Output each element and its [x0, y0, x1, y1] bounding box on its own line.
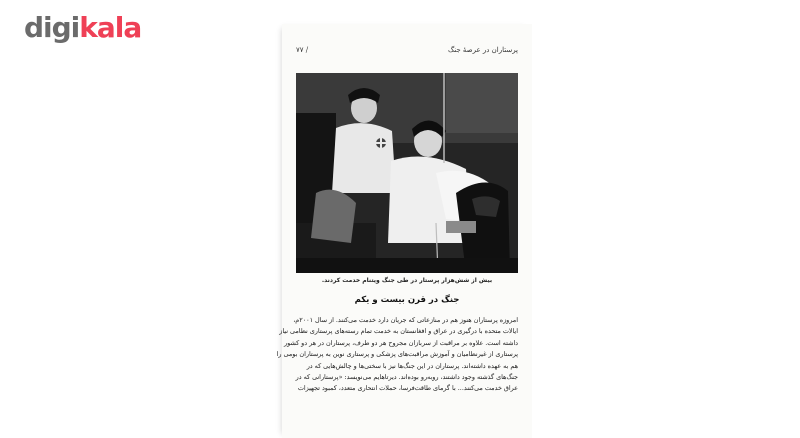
running-head [296, 46, 518, 54]
digikala-logo[interactable] [24, 11, 142, 44]
paragraph-line: امروزه پرستاران هنوز هم در منازعاتی که جریان دارد خدمت می‌کنند. از سال ۲۰۰۱م، [293, 316, 518, 324]
photo-caption: بیش از شش‌هزار پرستار در طی جنگ ویتنام خدمت کردند. [321, 277, 493, 284]
body-paragraph [276, 315, 518, 395]
paragraph-line: هم به عهده داشته‌اند. پرستاران در این جنگ‌ها نیز با سختی‌ها و چالش‌هایی که در [306, 361, 518, 370]
paragraph-line: عراق خدمت می‌کنند... با گرمای طاقت‌فرسا، حملات انتحاری متعدد، کمبود تجهیزات [297, 384, 518, 393]
book-page [276, 24, 532, 438]
logo-part-digi: digi [24, 11, 80, 44]
paragraph-line: داشته است. علاوه بر مراقبت از سربازان مجروح هر دو طرف، پرستاران در هر دو کشور [283, 338, 518, 347]
paragraph-line: ایالات متحده با درگیری در عراق و افغانستان به خدمت تمام رسته‌های پرستاری نظامی نیاز [279, 327, 518, 336]
logo-part-kala: kala [79, 11, 142, 44]
black-and-white-photo-icon [296, 73, 518, 273]
running-head-pagination [296, 46, 308, 54]
section-title: جنگ در قرن بیست و یکم [354, 295, 460, 305]
page-number: ۷۷ [296, 46, 304, 54]
paragraph-line: پرستاری از غیرنظامیان و آموزش مراقبت‌های پزشکی و پرستاری نوین به پرستاران بومی را [276, 350, 518, 359]
running-head-separator: / [305, 46, 309, 54]
running-head-title: پرستاران در عرصهٔ جنگ [448, 46, 518, 54]
paragraph-line: جنگ‌های گذشته وجود داشتند، روبه‌رو بوده‌اند. دیرتاهایم می‌نویسد: «پرستارانی که در [295, 373, 518, 382]
